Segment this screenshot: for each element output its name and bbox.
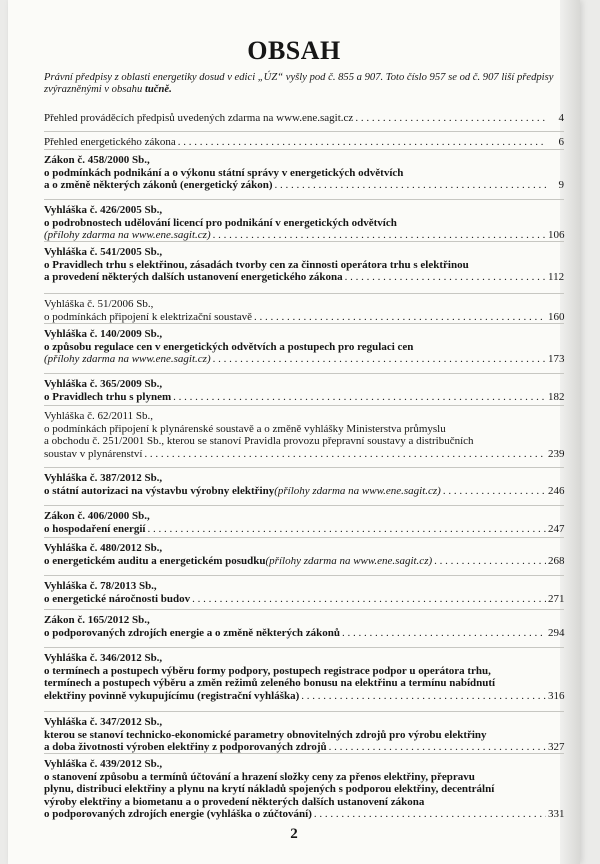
dot-leader: [301, 690, 546, 703]
toc-entry-title: Zákon č. 406/2000 Sb.,: [44, 510, 150, 522]
toc-entry-description: o způsobu regulace cen v energetických odvětvích a postupech pro regulaci cen: [44, 340, 414, 353]
toc-entry-last-line: o státní autorizaci na výstavbu výrobny elektřiny: [44, 484, 275, 497]
intro-note: [44, 72, 568, 96]
toc-entry-description: o termínech a postupech výběru formy podpory, postupech registrace podpor u operátora trhu,: [44, 664, 491, 677]
toc-page-number: 4: [558, 112, 564, 124]
toc-entry-last-line: a doba životnosti výroben elektřiny z podporovaných zdrojů: [44, 741, 327, 753]
toc-entry: [44, 580, 564, 605]
toc-entry-last-line: o energetickém auditu a energetickém posudku: [44, 554, 266, 567]
toc-page-number: 9: [558, 179, 564, 191]
toc-entry-title: Vyhláška č. 365/2009 Sb.,: [44, 378, 163, 390]
entry-divider: [44, 131, 564, 132]
toc-entry-title: Vyhláška č. 387/2012 Sb.,: [44, 472, 163, 484]
entry-divider: [44, 575, 564, 576]
entry-divider: [44, 467, 564, 468]
toc-entry: [44, 716, 564, 754]
document-page: [8, 0, 580, 864]
toc-entry-description: kterou se stanoví technicko-ekonomické parametry obnovitelných zdrojů pro výrobu elektřiny: [44, 728, 487, 741]
toc-entry-title: Vyhláška č. 78/2013 Sb.,: [44, 580, 157, 592]
toc-page-number: 112: [548, 271, 565, 283]
toc-page-number: 247: [548, 522, 565, 535]
toc-entry-title: Vyhláška č. 426/2005 Sb.,: [44, 204, 163, 216]
dot-leader: [275, 179, 546, 192]
toc-entry-title: Vyhláška č. 140/2009 Sb.,: [44, 328, 163, 340]
intro-text: Právní předpisy z oblasti energetiky dosud v edici „ÚZ“ vyšly pod č. 855 a 907. Toto číslo 957 se od č. 907 liší předpisy zvýrazněnými v obsahu: [44, 72, 554, 95]
toc-entry-title: Vyhláška č. 541/2005 Sb.,: [44, 246, 163, 258]
toc-page-number: 6: [558, 136, 564, 148]
toc-entry-last-line: elektřiny povinně vykupujícímu (registrační vyhláška): [44, 689, 300, 702]
toc-page-number: 271: [548, 592, 565, 605]
toc-entry: [44, 510, 564, 535]
dot-leader: [355, 112, 546, 125]
toc-entry-title: Vyhláška č. 439/2012 Sb.,: [44, 758, 163, 770]
dot-leader: [213, 353, 546, 366]
toc-entry-title: Vyhláška č. 51/2006 Sb.,: [44, 298, 154, 310]
toc-page-number: 182: [548, 390, 565, 403]
toc-entry-last-line: Přehled energetického zákona: [44, 136, 176, 148]
toc-page-number: 239: [548, 447, 565, 460]
toc-entry-title: Zákon č. 165/2012 Sb.,: [44, 614, 150, 626]
toc-entry: [44, 136, 564, 149]
toc-entry-last-line: o energetické náročnosti budov: [44, 592, 191, 605]
toc-entry: [44, 154, 564, 192]
toc-entry-description: a obchodu č. 251/2001 Sb., kterou se stanoví Pravidla provozu přepravní soustavy a distribučních: [44, 435, 474, 447]
entry-divider: [44, 323, 564, 324]
dot-leader: [192, 593, 546, 606]
toc-entry-last-line: o podporovaných zdrojích energie (vyhláška o zúčtování): [44, 808, 312, 820]
dot-leader: [178, 136, 546, 149]
toc-page-number: 246: [548, 484, 565, 497]
toc-entry: [44, 542, 564, 567]
toc-page-number: 173: [548, 353, 565, 365]
dot-leader: [147, 523, 546, 536]
toc-entry-title: Vyhláška č. 346/2012 Sb.,: [44, 652, 163, 664]
entry-divider: [44, 149, 564, 150]
entry-divider: [44, 199, 564, 200]
toc-entry: [44, 472, 564, 497]
toc-page-number: 331: [548, 808, 565, 820]
toc-entry-last-line: o podporovaných zdrojích energie a o změně některých zákonů: [44, 626, 340, 639]
toc-entry-note: (přílohy zdarma na www.ene.sagit.cz): [265, 554, 433, 567]
dot-leader: [314, 808, 546, 821]
toc-entry-last-line: (přílohy zdarma na www.ene.sagit.cz): [44, 353, 211, 365]
toc-entry-description: o podrobnostech udělování licencí pro podnikání v energetických odvětvích: [44, 216, 397, 229]
toc-entry-description: o stanovení způsobu a termínů účtování a hrazení složky ceny za přenos elektřiny, přepravu: [44, 770, 475, 783]
dot-leader: [254, 311, 546, 324]
toc-entry: [44, 246, 564, 284]
toc-entry-description: o podmínkách připojení k plynárenské soustavě a o změně vyhlášky Ministerstva průmyslu: [44, 422, 446, 435]
entry-divider: [44, 537, 564, 538]
intro-emphasis: tučně.: [144, 84, 172, 95]
toc-entry-last-line: a o změně některých zákonů (energetický zákon): [44, 179, 273, 191]
toc-entry: [44, 298, 564, 323]
toc-page-number: 106: [548, 229, 565, 241]
toc-entry-description: výroby elektřiny a biometanu a o provedení některých dalších ustanovení zákona: [44, 795, 425, 808]
dot-leader: [342, 627, 546, 640]
dot-leader: [213, 229, 546, 242]
toc-entry-last-line: Přehled prováděcích předpisů uvedených zdarma na www.ene.sagit.cz: [44, 112, 354, 124]
toc-page-number: 327: [548, 741, 565, 753]
entry-divider: [44, 647, 564, 648]
dot-leader: [443, 485, 546, 498]
dot-leader: [345, 271, 546, 284]
dot-leader: [434, 555, 546, 568]
entry-divider: [44, 405, 564, 406]
toc-entry: [44, 328, 564, 366]
toc-entry-title: Zákon č. 458/2000 Sb.,: [44, 154, 150, 166]
toc-entry-last-line: o podmínkách připojení k elektrizační soustavě: [44, 310, 253, 323]
toc-entry-note: (přílohy zdarma na www.ene.sagit.cz): [274, 484, 441, 497]
entry-divider: [44, 373, 564, 374]
toc-entry: [44, 410, 564, 460]
toc-entry: [44, 112, 564, 125]
dot-leader: [173, 391, 546, 404]
toc-page-number: 316: [548, 689, 565, 702]
dot-leader: [329, 741, 546, 754]
entry-divider: [44, 293, 564, 294]
entry-divider: [44, 609, 564, 610]
toc-entry-title: Vyhláška č. 347/2012 Sb.,: [44, 716, 163, 728]
toc-entry: [44, 378, 564, 403]
toc-entry-description: o podmínkách podnikání a o výkonu státní správy v energetických odvětvích: [44, 166, 404, 179]
toc-entry-description: termínech a postupech výběru a změn režimů zeleného bonusu na elektřinu a termínu nabídnutí: [44, 677, 496, 689]
entry-divider: [44, 241, 564, 242]
entry-divider: [44, 711, 564, 712]
toc-entry: [44, 614, 564, 639]
toc-page-number: 268: [548, 554, 565, 567]
entry-divider: [44, 753, 564, 754]
dot-leader: [144, 448, 546, 461]
toc-entry-last-line: (přílohy zdarma na www.ene.sagit.cz): [44, 229, 211, 241]
page-number: 2: [290, 826, 298, 842]
toc-entry-title: Vyhláška č. 480/2012 Sb.,: [44, 542, 163, 554]
toc-entry: [44, 204, 564, 242]
toc-entry-description: plynu, distribuci elektřiny a plynu na krytí nákladů spojených s podporou elektřiny, decentrální: [44, 783, 495, 795]
toc-entry-description: o Pravidlech trhu s elektřinou, zásadách tvorby cen za činnosti operátora trhu s elektřinou: [44, 258, 469, 271]
toc-entry-title: Vyhláška č. 62/2011 Sb.,: [44, 410, 153, 422]
entry-divider: [44, 505, 564, 506]
toc-entry: [44, 652, 564, 702]
toc-page-number: 160: [548, 310, 565, 323]
page-title: OBSAH: [247, 36, 341, 65]
toc-entry-last-line: o hospodaření energií: [44, 522, 146, 535]
toc-entry-last-line: soustav v plynárenství: [44, 447, 143, 460]
toc-entry-last-line: o Pravidlech trhu s plynem: [44, 390, 172, 403]
toc-entry-last-line: a provedení některých dalších ustanovení energetického zákona: [44, 271, 343, 283]
toc-page-number: 294: [548, 626, 565, 639]
toc-entry: [44, 758, 564, 821]
